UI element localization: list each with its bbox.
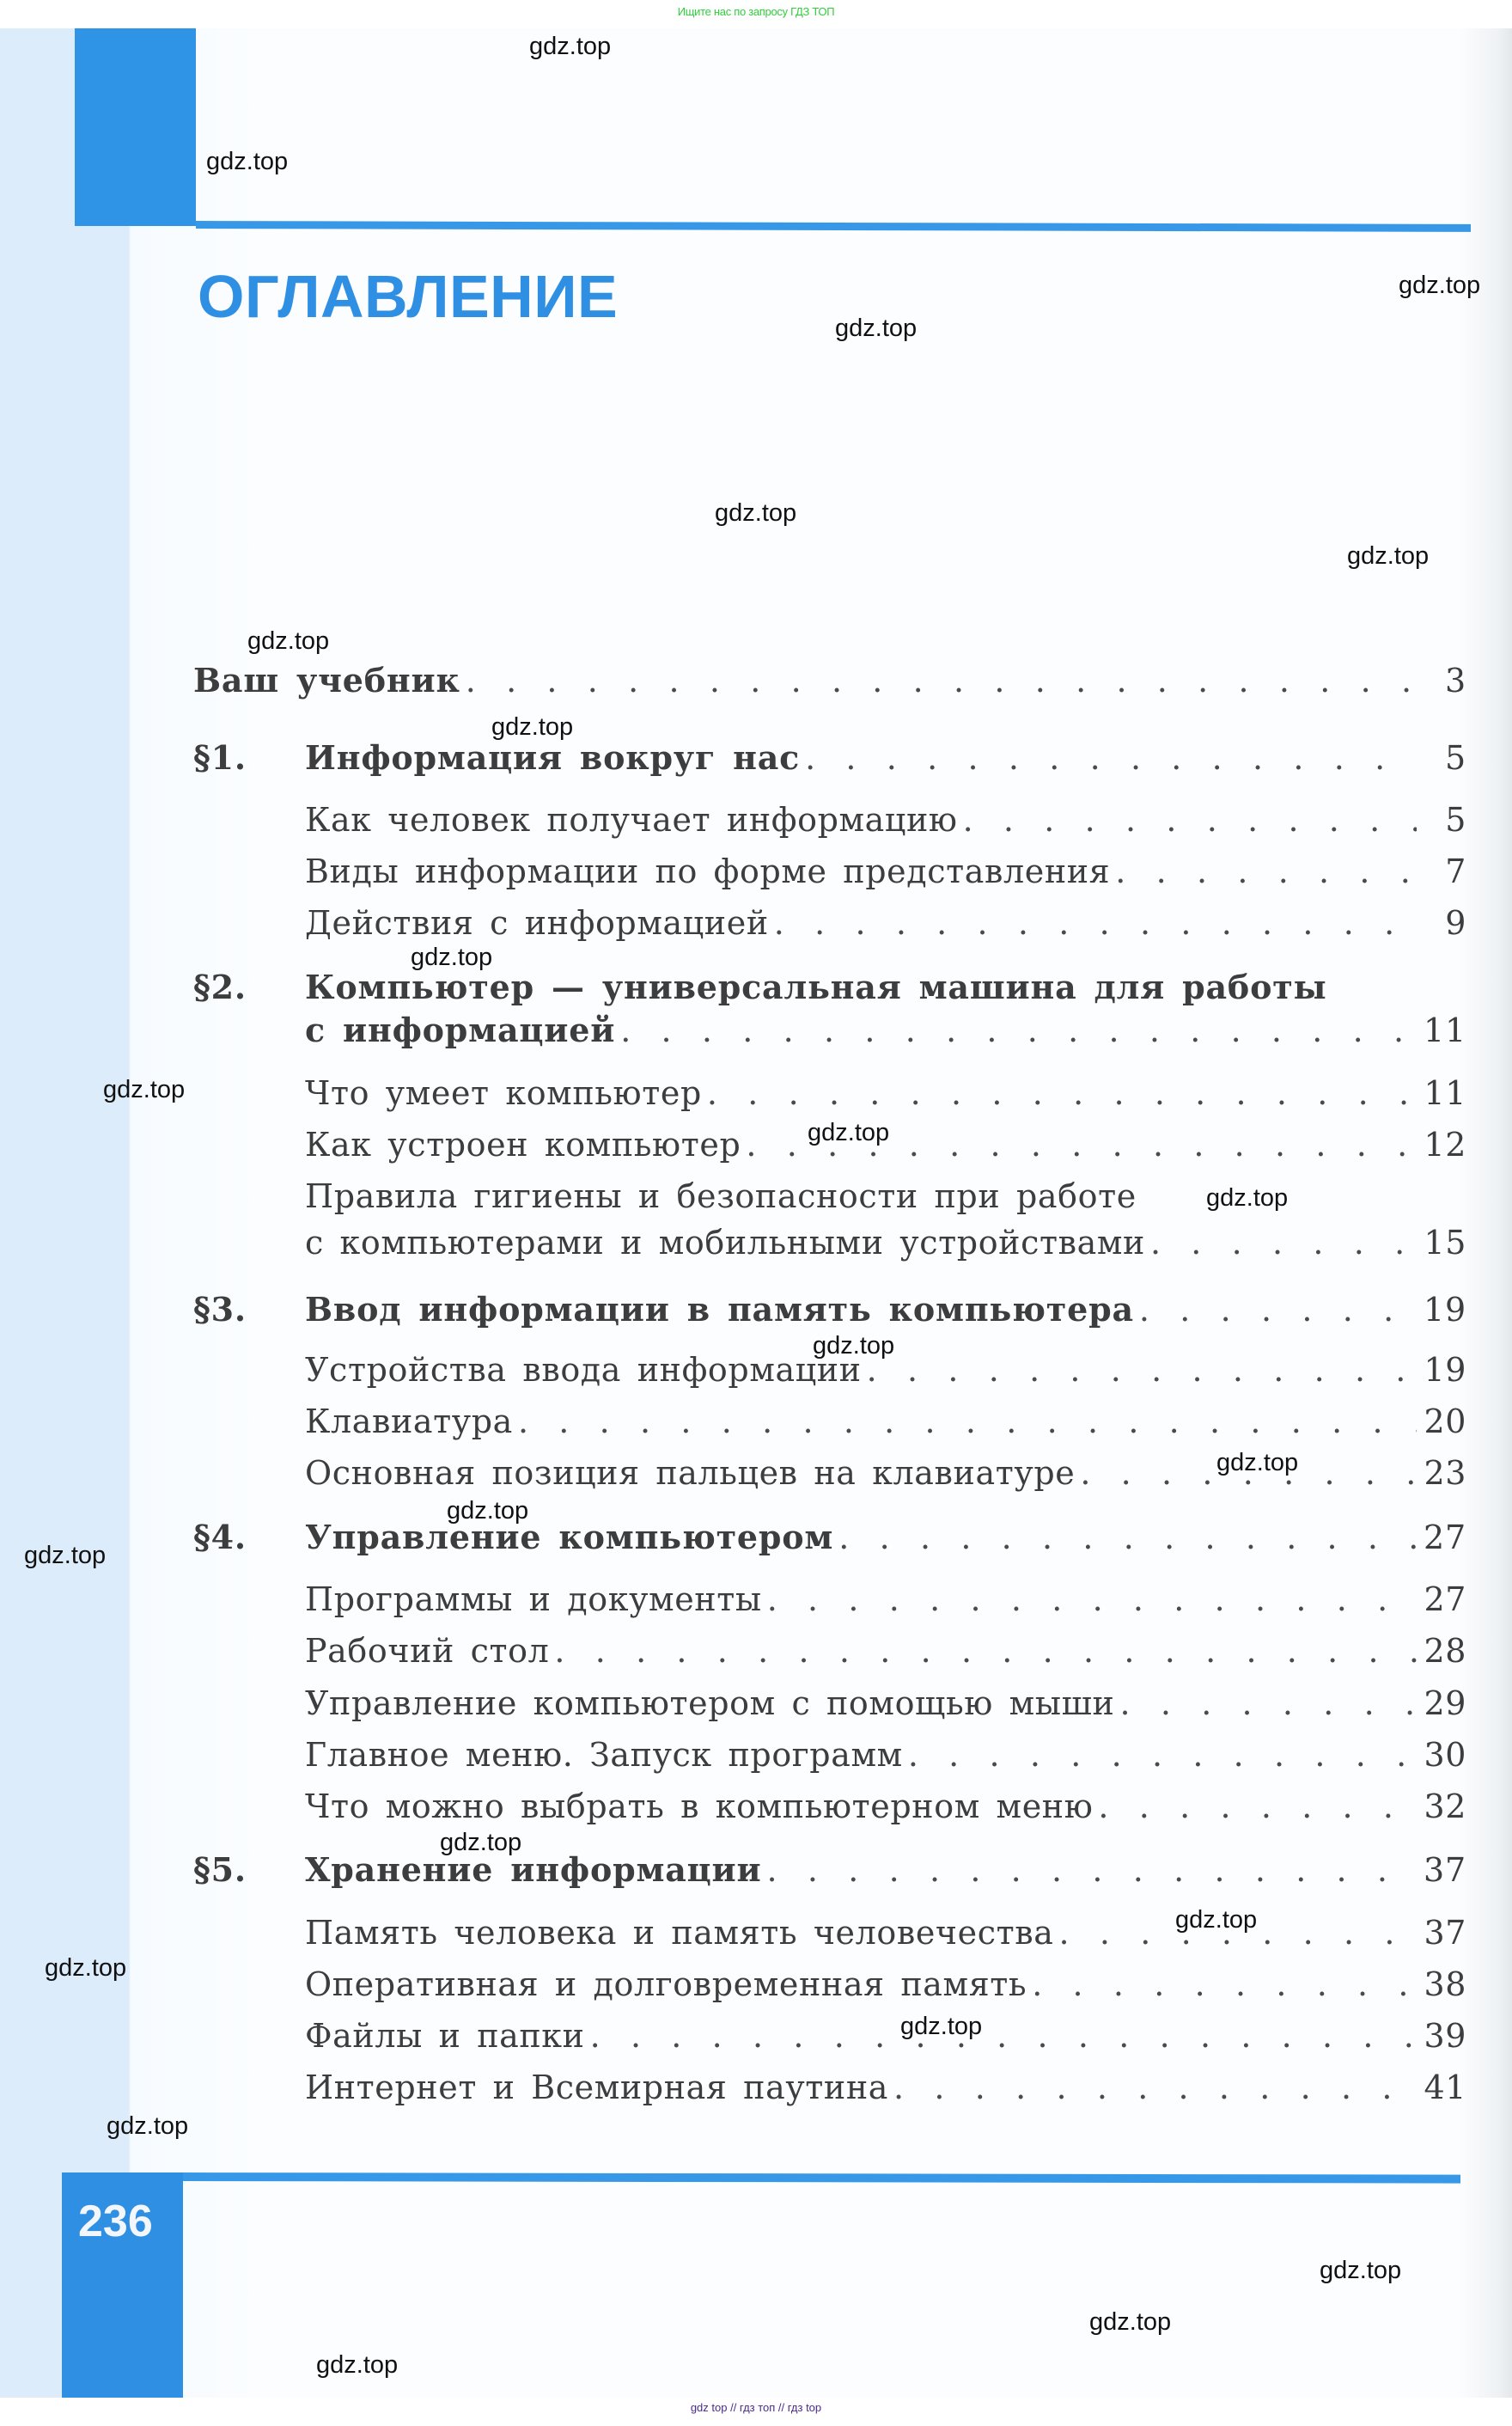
section-number: §1.: [193, 738, 247, 777]
section-number: §5.: [193, 1850, 247, 1889]
section-title: Управление компьютером: [305, 1518, 834, 1556]
toc-page-number: 41: [1424, 2069, 1466, 2106]
toc-page-number: 28: [1424, 1632, 1466, 1670]
watermark-text: gdz.top: [529, 33, 612, 60]
toc-item[interactable]: [305, 2017, 1466, 2055]
leader-dots: [767, 1854, 1417, 1886]
watermark-text: gdz.top: [440, 1829, 522, 1856]
section-number: §4.: [193, 1518, 247, 1556]
toc-page-number: 27: [1424, 1519, 1466, 1556]
watermark-text: gdz.top: [1089, 2308, 1172, 2336]
toc-item-title: Главное меню. Запуск программ: [305, 1736, 903, 1774]
toc-item[interactable]: [305, 1580, 1466, 1618]
toc-page-number: 11: [1424, 1074, 1466, 1112]
toc-item[interactable]: [305, 1632, 1466, 1670]
toc-item-title: Что можно выбрать в компьютерном меню: [305, 1787, 1094, 1825]
leader-dots: [774, 907, 1417, 939]
section-title: Хранение информации: [305, 1850, 762, 1889]
toc-item-title: Как человек получает информацию: [305, 801, 958, 839]
leader-dots: [805, 742, 1417, 774]
top-notice: Ищите нас по запросу ГДЗ ТОП: [677, 5, 835, 18]
toc-page-number: 5: [1445, 739, 1466, 777]
toc-entry-intro[interactable]: [193, 661, 1466, 700]
watermark-text: gdz.top: [1206, 1184, 1289, 1212]
section-title-line-1: Компьютер — универсальная машина для работы: [305, 968, 1327, 1006]
toc-item[interactable]: [305, 2071, 1466, 2104]
leader-dots: [908, 1739, 1417, 1771]
toc-page-number: 38: [1424, 1965, 1466, 2003]
toc-page-number: 15: [1424, 1224, 1466, 1262]
leader-dots: [963, 804, 1417, 836]
watermark-text: gdz.top: [107, 2112, 189, 2140]
toc-page-number: 29: [1424, 1684, 1466, 1722]
toc-item[interactable]: [305, 801, 1466, 839]
toc-item-title: Оперативная и долговременная память: [305, 1965, 1027, 2003]
toc-entry-title: Ваш учебник: [193, 661, 460, 700]
toc-item-title: Клавиатура: [305, 1402, 513, 1440]
watermark-text: gdz.top: [24, 1542, 107, 1569]
leader-dots: [590, 2020, 1417, 2052]
leader-dots: [466, 664, 1417, 697]
toc-item-title: Файлы и папки: [305, 2017, 585, 2055]
toc-item-title: Интернет и Всемирная паутина: [305, 2069, 889, 2106]
toc-page-number: 19: [1424, 1351, 1466, 1389]
watermark-text: gdz.top: [808, 1119, 890, 1146]
watermark-text: gdz.top: [491, 713, 574, 741]
toc-item-title: Управление компьютером с помощью мыши: [305, 1684, 1115, 1722]
toc-item-title: Действия с информацией: [305, 904, 769, 942]
page-title: ОГЛАВЛЕНИЕ: [198, 263, 619, 330]
watermark-text: gdz.top: [1347, 542, 1430, 570]
page-number: 236: [78, 2197, 153, 2246]
toc-page-number: 37: [1424, 1851, 1466, 1889]
toc-page-number: 3: [1445, 662, 1466, 700]
toc-item-title: Программы и документы: [305, 1580, 762, 1618]
leader-dots: [1119, 1687, 1417, 1720]
toc-page-number: 39: [1424, 2017, 1466, 2055]
watermark-text: gdz.top: [1399, 272, 1481, 299]
watermark-text: gdz.top: [1175, 1906, 1258, 1934]
watermark-text: gdz.top: [715, 499, 797, 527]
toc-page-number: 12: [1424, 1126, 1466, 1164]
toc-item-title: Как устроен компьютер: [305, 1126, 741, 1164]
leader-dots: [1115, 855, 1417, 888]
toc-item-title: Устройства ввода информации: [305, 1351, 862, 1389]
leader-dots: [707, 1077, 1417, 1109]
toc-section-5[interactable]: [193, 1850, 1466, 1889]
watermark-text: gdz.top: [1216, 1449, 1299, 1476]
toc-section-1[interactable]: [193, 738, 1466, 777]
toc-section-4[interactable]: [193, 1518, 1466, 1556]
toc-item-title: Основная позиция пальцев на клавиатуре: [305, 1454, 1076, 1492]
toc-item-title: Память человека и память человечества: [305, 1914, 1054, 1952]
leader-dots: [838, 1521, 1417, 1554]
watermark-text: gdz.top: [206, 148, 289, 175]
toc-page-number: 30: [1424, 1736, 1466, 1774]
watermark-text: gdz.top: [103, 1076, 186, 1103]
watermark-text: gdz.top: [316, 2351, 399, 2379]
section-title: Информация вокруг нас: [305, 738, 801, 777]
toc-item-line-2[interactable]: [305, 1224, 1466, 1262]
leader-dots: [1098, 1790, 1417, 1823]
toc-item-title: Правила гигиены и безопасности при работе: [305, 1177, 1137, 1215]
toc-page-number: 23: [1424, 1454, 1466, 1492]
watermark-text: gdz.top: [900, 2013, 983, 2040]
toc-page-number: 9: [1445, 904, 1466, 942]
leader-dots: [1032, 1968, 1417, 2001]
toc-item[interactable]: [305, 852, 1466, 890]
toc-page-number: 19: [1424, 1291, 1466, 1329]
toc-section-2[interactable]: [193, 968, 1466, 1006]
toc-section-2-continued[interactable]: [305, 1011, 1466, 1049]
toc-item[interactable]: [305, 1402, 1466, 1440]
leader-dots: [893, 2071, 1417, 2104]
leader-dots: [554, 1635, 1417, 1667]
toc-page-number: 7: [1445, 852, 1466, 890]
section-number: §3.: [193, 1290, 247, 1329]
leader-dots: [518, 1405, 1417, 1438]
watermark-text: gdz.top: [45, 1954, 127, 1982]
toc-item[interactable]: [305, 1736, 1466, 1774]
toc-item[interactable]: [305, 1914, 1466, 1952]
toc-item-title: Рабочий стол: [305, 1632, 550, 1670]
toc-item[interactable]: [305, 1787, 1466, 1825]
toc-item[interactable]: [305, 904, 1466, 942]
section-title: Ввод информации в память компьютера: [305, 1290, 1134, 1329]
watermark-text: gdz.top: [447, 1497, 529, 1525]
section-title-line-2: с информацией: [305, 1011, 616, 1049]
toc-page-number: 5: [1445, 801, 1466, 839]
toc-page-number: 37: [1424, 1914, 1466, 1952]
toc-item-title: Виды информации по форме представления: [305, 852, 1111, 890]
toc-item-title: Что умеет компьютер: [305, 1074, 702, 1112]
footer-links[interactable]: gdz top // гдз топ // гдз top: [690, 2401, 822, 2414]
toc-section-3[interactable]: [193, 1290, 1466, 1329]
leader-dots: [1139, 1293, 1417, 1326]
leader-dots: [767, 1583, 1417, 1616]
toc-item-line-1[interactable]: [305, 1177, 1466, 1215]
watermark-text: gdz.top: [835, 315, 918, 342]
watermark-text: gdz.top: [411, 944, 493, 971]
toc-item[interactable]: [305, 1684, 1466, 1722]
section-number: §2.: [193, 968, 247, 1006]
leader-dots: [620, 1014, 1417, 1047]
watermark-text: gdz.top: [247, 627, 330, 655]
watermark-text: gdz.top: [813, 1332, 895, 1360]
toc-page-number: 27: [1424, 1580, 1466, 1618]
toc-page-number: 11: [1424, 1011, 1466, 1049]
toc-page-number: 20: [1424, 1402, 1466, 1440]
toc-item[interactable]: [305, 1965, 1466, 2003]
leader-dots: [867, 1354, 1417, 1386]
toc-item-title: с компьютерами и мобильными устройствами: [305, 1224, 1145, 1262]
toc-page-number: 32: [1424, 1787, 1466, 1825]
toc-item[interactable]: [305, 1074, 1466, 1112]
leader-dots: [1150, 1226, 1417, 1259]
watermark-text: gdz.top: [1320, 2257, 1402, 2284]
